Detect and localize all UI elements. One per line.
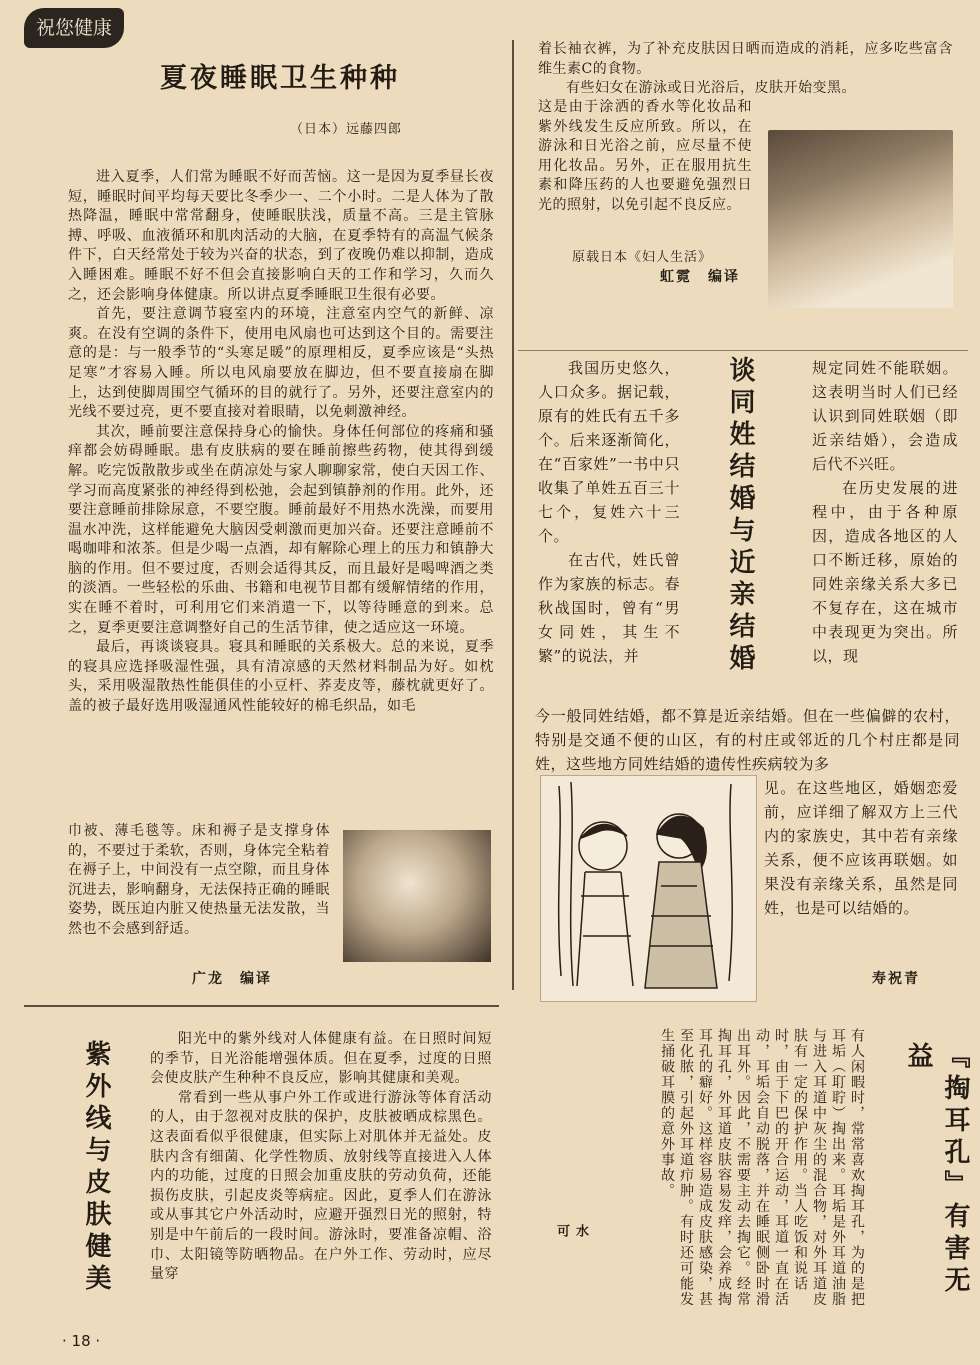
paragraph: 阳光中的紫外线对人体健康有益。在日照时间短的季节，日光浴能增强体质。但在夏季，过度的日照会使皮肤产生种种不良反应，影响其健康和美观。 xyxy=(150,1031,492,1087)
women-on-beach-photo xyxy=(768,130,953,308)
article-body-summer-sleep-cont xyxy=(68,822,330,940)
article-body-uv-skin xyxy=(150,1030,492,1285)
column-badge: 祝您健康 xyxy=(24,8,124,48)
author-credit: 水 可 xyxy=(554,1224,588,1278)
article-body-continued-narrow xyxy=(538,98,752,216)
paragraph: 最后，再谈谈寝具。寝具和睡眠的关系极大。总的来说，夏季的寝具应选择吸湿性强，具有清凉感的天然材料制品为好。如枕头，采用吸湿散热性能俱佳的小豆杆、荞麦皮等，藤枕就更好了。盖的被子最好选用吸湿通风性能较好的棉毛织品，如毛 xyxy=(68,639,494,715)
translator-credit: 广龙 编译 xyxy=(192,971,272,987)
couple-drawing xyxy=(541,776,756,1001)
paragraph: 进入夏季，人们常为睡眠不好而苦恼。这一是因为夏季昼长夜短，睡眠时间平均每天要比冬季少一、二个小时。二是人体为了散热降温，睡眠中常常翻身，使睡眠肤浅，质量不高。三是主管脉搏、呼吸、血液循环和肌肉活动的大脑，在夏季特有的高温气候条件下，白天经常处于较为兴奋的状态，到了夜晚仍难以抑制，造成入睡困难。睡眠不好不但会直接影响白天的工作和学习，久而久之，还会影响身体健康。所以讲点夏季睡眠卫生很有必要。 xyxy=(68,169,494,303)
page-number: · 18 · xyxy=(62,1332,101,1350)
paragraph: 常看到一些从事户外工作或进行游泳等体育活动的人，由于忽视对皮肤的保护，皮肤被晒成棕黑色。这表面看似乎很健康，但实际上对肌体并无益处。皮肤内含有细菌、化学性物质、放射线等直接进入人体内的功能，过度的日照会加重皮肤的劳动负荷，还能损伤皮肤，引起皮炎等病症。因此，夏季人们在游泳或从事其它户外活动时，应避开强烈日光的照射，特别是中午前后的一段时间。游泳时，要准备凉帽、浴巾、太阳镜等防晒物品。在户外工作、劳动时，应尽量穿 xyxy=(150,1089,492,1283)
paragraph: 在历史发展的进程中，由于各种原因，造成各地区的人口不断迁移，原始的同姓亲缘关系大多已不复存在，这在城市中表现更为突出。所以，现 xyxy=(812,479,958,665)
couple-illustration xyxy=(540,775,757,1002)
translator-credit: 虹霓 编译 xyxy=(660,269,740,285)
article-title-ear-picking: 『掏耳孔』有害无益 xyxy=(903,1042,970,1298)
article-body-surname-narrow xyxy=(764,776,958,920)
article-body-continued xyxy=(538,40,953,99)
paragraph: 见。在这些地区，婚姻恋爱前，应详细了解双方上三代内的家族史，其中若有亲缘关系，便不应该再联姻。如果没有亲缘关系，虽然是同姓，也是可以结婚的。 xyxy=(764,779,958,917)
column-divider xyxy=(512,40,514,990)
article-title-uv-skin: 紫外线与皮肤健美 xyxy=(81,1040,111,1296)
paragraph: 我国历史悠久，人口众多。据记载，原有的姓氏有五千多个。后来逐渐简化，在“百家姓”一书中只收集了单姓五百三十七个，复姓六十三个。 xyxy=(538,359,680,545)
paragraph: 这是由于涂洒的香水等化妆品和紫外线发生反应所致。所以，在游泳和日光浴之前，应尽量不使用化妆品。另外，正在服用抗生素和降压药的人也要避免强烈日光的照射，以免引起不良反应。 xyxy=(538,99,752,213)
article-title-surname-marriage: 谈同姓结婚与近亲结婚 xyxy=(725,356,755,676)
paragraph: 今一般同姓结婚，都不算是近亲结婚。但在一些偏僻的农村，特别是交通不便的山区，有的村庄或邻近的几个村庄都是同姓，这些地方同姓结婚的遗传性疾病较为多 xyxy=(535,707,960,773)
author-credit: 寿祝青 xyxy=(872,971,920,987)
article-body-summer-sleep xyxy=(68,168,494,717)
section-divider xyxy=(24,1005,499,1007)
article-body-ear-picking: 有人闲暇时，常常喜欢掏耳孔，为的是把耳垢（耵聍）掏出来。耳垢是外耳道油脂与进入耳道中灰尘的混合物，对外耳道皮肤有一定的保护作用。当人吃饭和说话时，由于下巴的开合运动，耳道一直在活动，耳垢会自动脱落，并在睡眠侧卧时滑出耳外。因此，不需要主动去掏它。经常掏耳孔，外耳道皮肤容易发痒，会养成掏耳孔的癖好。这样容易造成皮肤感染，甚至化脓，引起外耳道疖肿。有时还可能发生捅破耳膜的意外事故。 xyxy=(659,1028,865,1307)
woman-in-bed-photo xyxy=(343,830,491,962)
article-title-summer-sleep: 夏夜睡眠卫生种种 xyxy=(160,63,400,94)
source-note: 原载日本《妇人生活》 xyxy=(572,250,713,265)
paragraph: 有些妇女在游泳或日光浴后，皮肤开始变黑。 xyxy=(566,80,856,97)
paragraph: 其次，睡前要注意保持身心的愉快。身体任何部位的疼痛和骚痒都会妨碍睡眠。患有皮肤病的要在睡前擦些药物，使其得到缓解。吃完饭散散步或坐在荫凉处与家人聊聊家常，使白天因工作、学习而高度紧张的神经得到松弛，会起到镇静剂的作用。此外，还要注意睡前排除尿意，不要空腹。睡前最好不用热水洗澡，而要用温水冲洗，这样能避免大脑因受刺激而更加兴奋。还要注意睡前不喝咖啡和浓茶。但是少喝一点酒，却有解除心理上的压力和镇静大脑的作用。但不要过度，否则会适得其反，而且最好是喝啤酒之类的淡酒。一些轻松的乐曲、书籍和电视节目都有缓解情绪的作用，实在睡不着时，可利用它们来消遣一下，以等待睡意的到来。总之，夏季更要注意调整好自己的生活节律，使之适应这一环境。 xyxy=(68,423,494,636)
paragraph: 规定同姓不能联姻。这表明当时人们已经认识到同姓联姻（即近亲结婚），会造成后代不兴旺。 xyxy=(812,359,958,473)
paragraph: 巾被、薄毛毯等。床和褥子是支撑身体的，不要过于柔软，否则，身体完全粘着在褥子上，中间没有一点空隙，而且身体沉进去，影响翻身，无法保持正确的睡眠姿势，既压迫内脏又使热量无法发散，当然也不会感到舒适。 xyxy=(68,823,330,937)
paragraph: 着长袖衣裤，为了补充皮肤因日晒而造成的消耗，应多吃些富含维生素C的食物。 xyxy=(538,41,953,77)
article-author: （日本）远藤四郎 xyxy=(290,122,403,137)
paragraph: 在古代，姓氏曾作为家族的标志。春秋战国时，曾有“男女同姓，其生不繁”的说法，并 xyxy=(538,551,680,665)
section-divider xyxy=(518,350,968,351)
article-body-surname-col-b xyxy=(812,356,958,668)
article-body-surname-wide xyxy=(535,704,960,776)
article-body-surname-col-a xyxy=(538,356,680,668)
paragraph: 首先，要注意调节寝室内的环境，注意室内空气的新鲜、凉爽。在没有空调的条件下，使用电风扇也可达到这个目的。需要注意的是：与一般季节的“头寒足暖”的原理相反，夏季应该是“头热足寒”才容易入睡。所以电风扇要放在脚边，但不要直接扇在脚上，达到使脚周围空气循环的目的就行了。另外，还要注意室内的光线不要过亮，更不要直接对着眼睛，以免刺激神经。 xyxy=(68,306,494,421)
